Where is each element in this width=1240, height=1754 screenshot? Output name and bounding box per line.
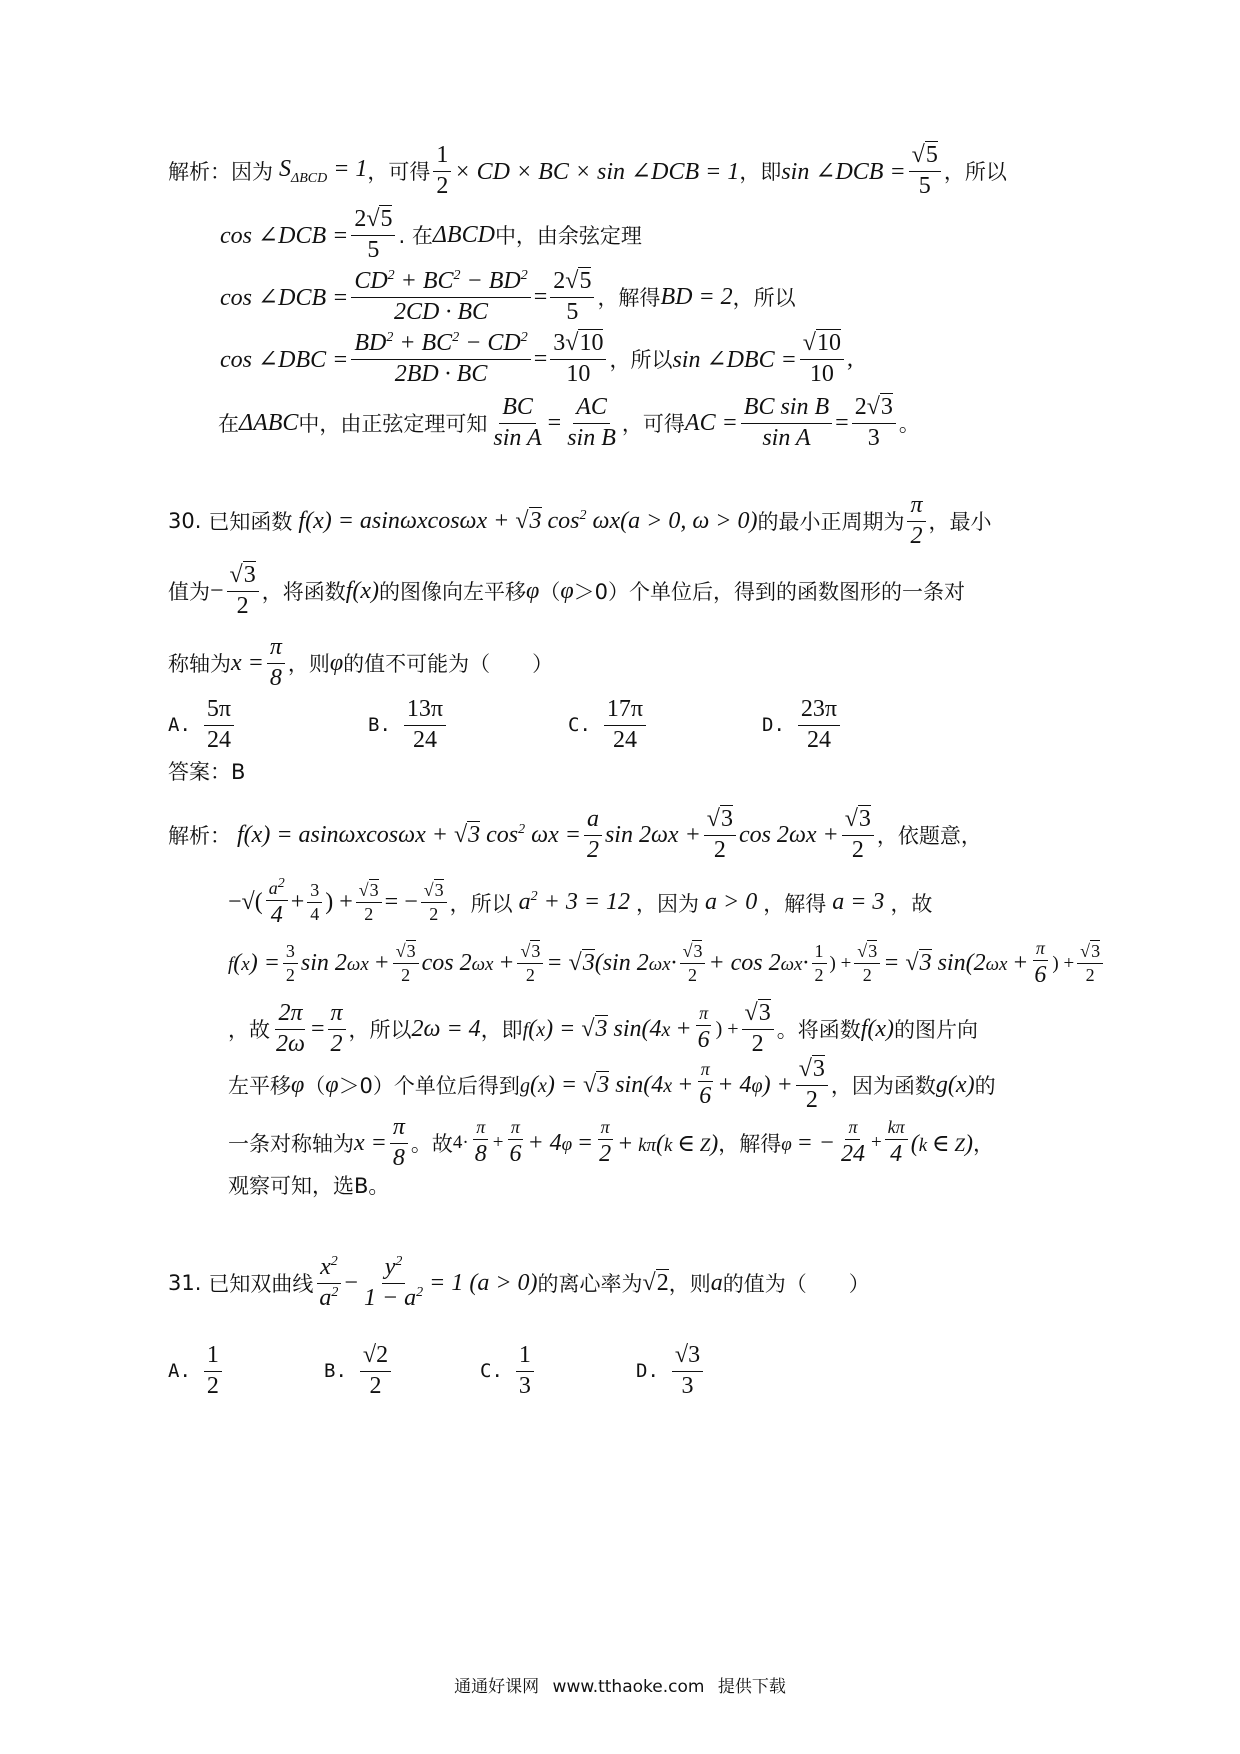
footer-site-name: 通通好课网 (454, 1677, 540, 1697)
q30-stem-line-2: 值为 − $\frac{√3}{2}$ ，将函数 f(x) 的图像向左平移 φ （ φ ＞0）个单位后，得到的函数图形的一条对 (168, 562, 965, 619)
q30-analysis-line-6: 一条对称轴为 x = $\frac{\pi}{8}$ 。故 4· $\frac{\pi}{8}$ + $\frac{\pi}{6}$ + 4φ = $\frac{\pi}{2}$ + kπ(k ∈ Z) ，解得 φ = − $\frac{\pi}{24}$ + $\frac{k\pi}{4}$ (k ∈ Z) ， (228, 1114, 994, 1171)
footer-suffix: 提供下载 (717, 1677, 786, 1697)
q31-option-c[interactable]: C. $\frac{1}{3}$ (480, 1342, 537, 1400)
q30-analysis-line-7: 观察可知，选B。 (228, 1174, 390, 1198)
analysis-label: 解析： (168, 160, 231, 185)
analysis-29-line-4: cos ∠DBC = $\frac{BD^2 + BC^2 - CD^2}{2BD \cdot BC}$ = $\frac{3√10}{10}$ ，所以 sin ∠DBC = $\frac{√10}{10}$ , (220, 330, 853, 387)
q31-option-a[interactable]: A. $\frac{1}{2}$ (168, 1342, 225, 1400)
q30-stem-line-1: 30. 已知函数 f(x) = asinωxcosωx + √3 $\cos^2 \omega x(a > 0$, ω > 0) 的最小正周期为 $\frac{\pi}{2}$ ，最小 (168, 492, 992, 549)
page-footer (0, 1672, 1240, 1697)
footer-url[interactable]: www.tthaoke.com (552, 1677, 705, 1697)
q30-option-d[interactable]: D. $\frac{23\pi}{24}$ (762, 696, 843, 754)
q30-analysis-line-4: ，故 $\frac{2\pi}{2\omega}$ = $\frac{\pi}{2}$ ，所以 2ω = 4 ，即 f(x) = √3 sin(4x + $\frac{\pi}{6}$ ) + $\frac{√3}{2}$ 。将函数 f(x) 的图片向 (228, 1000, 979, 1057)
q30-option-b[interactable]: B. $\frac{13\pi}{24}$ (368, 696, 449, 754)
q30-analysis-line-3: f(x) = $\frac{3}{2}$ sin 2ωx + $\frac{√3}{2}$ cos 2ωx + $\frac{√3}{2}$ = √3(sin 2ωx· $\frac{√3}{2}$ + cos 2ωx· $\frac{1}{2}$ ) + $\frac{√3}{2}$ = √3 sin(2ωx + $\frac{\pi}{6}$ ) + $\frac{√3}{2}$ (228, 938, 1106, 989)
q31-option-d[interactable]: D. $\frac{√3}{3}$ (636, 1342, 706, 1400)
q30-answer: 答案：B (168, 760, 246, 784)
q31-option-b[interactable]: B. $\frac{√2}{2}$ (324, 1342, 394, 1400)
q30-option-c[interactable]: C. $\frac{17\pi}{24}$ (568, 696, 649, 754)
question-number: 30. (168, 509, 202, 534)
question-number: 31. (168, 1271, 202, 1296)
q30-analysis-line-5: 左平移 φ （ φ ＞0）个单位后得到 g(x) = √3 sin(4x + $\frac{\pi}{6}$ + 4φ) + $\frac{√3}{2}$ ，因为函数 g(x) 的 (228, 1056, 996, 1113)
analysis-29-line-1: 解析： 因为 $S_{\Delta BCD} = 1$ ，可得 $\frac{1}{2}$ × CD × BC × sin ∠DCB = 1 ，即 sin ∠DCB = $\frac{√5}{5}$ ，所以 (168, 142, 1007, 199)
q30-option-a[interactable]: A. $\frac{5\pi}{24}$ (168, 696, 237, 754)
math-area: $S_{\Delta BCD} = 1$ (273, 155, 368, 186)
q30-analysis-line-2: −√( $\frac{a^2}{4}$ + $\frac{3}{4}$ ) + $\frac{√3}{2}$ = − $\frac{√3}{2}$ ，所以 $a^2 + 3 = 12$ ，因为 a > 0 ，解得 a = 3 ，故 (228, 876, 933, 928)
analysis-29-line-2: cos ∠DCB = $\frac{2√5}{5}$ . 在 ΔBCD 中，由余弦定理 (220, 206, 642, 263)
q31-stem: 31. 已知双曲线 $\frac{x^2}{a^2}$ − $\frac{y^2}{1 - a^2}$ = 1 (a > 0) 的离心率为 √2 ，则 a 的值为（ ） (168, 1254, 870, 1311)
analysis-29-line-5: 在 ΔABC 中，由正弦定理可知 $\frac{BC}{\text{sin A}}$ = $\frac{AC}{\text{sin B}}$ ，可得 AC = $\frac{\text{BC sin B}}{\text{sin A}}$ = $\frac{2√3}{3}$ 。 (218, 394, 920, 451)
analysis-29-line-3: cos ∠DCB = $\frac{CD^2 + BC^2 - BD^2}{2CD \cdot BC}$ = $\frac{2√5}{5}$ ，解得 BD = 2 ，所以 (220, 268, 796, 325)
q30-stem-line-3: 称轴为 x = $\frac{\pi}{8}$ ，则 φ 的值不可能为（ ） (168, 634, 554, 691)
fraction: $\frac{1}{2}$ (433, 142, 451, 200)
q30-analysis-line-1: 解析： f(x) = asinωxcosωx + √3 $\cos^2 \omega x$ = $\frac{a}{2}$ sin 2ωx + $\frac{√3}{2}$ cos 2ωx + $\frac{√3}{2}$ ，依题意， (168, 806, 982, 863)
